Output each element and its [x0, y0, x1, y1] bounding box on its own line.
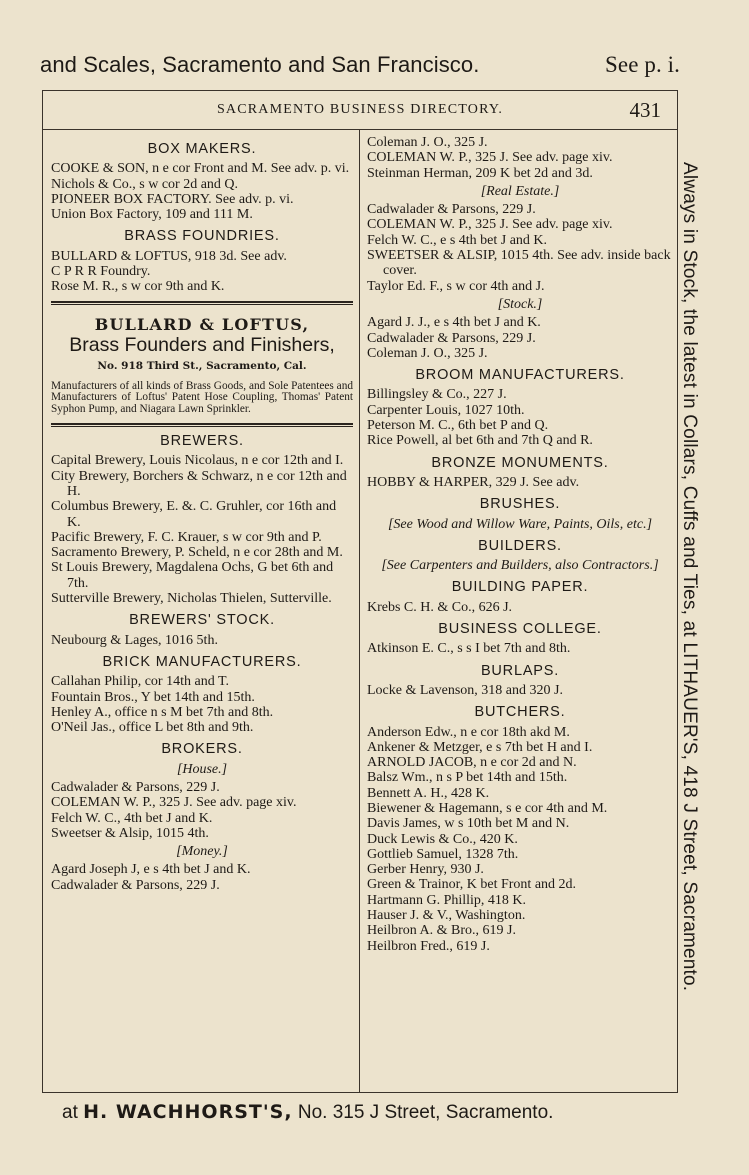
directory-entry: Peterson M. C., 6th bet P and Q.	[367, 418, 549, 434]
right-column	[367, 135, 673, 954]
page-number: 431	[629, 98, 661, 122]
directory-entry: Gerber Henry, 930 J.	[367, 862, 484, 878]
directory-entry: Columbus Brewery, E. &. C. Gruhler, cor 16th and K.	[51, 499, 337, 530]
subsection-label: [House.]	[176, 761, 228, 777]
directory-entry: Felch W. C., e s 4th bet J and K.	[367, 232, 548, 248]
section-heading: BROOM MANUFACTURERS.	[415, 367, 625, 384]
subsection-label: [Real Estate.]	[480, 183, 560, 199]
directory-entry: Rose M. R., s w cor 9th and K.	[51, 279, 225, 295]
directory-entry: Henley A., office n s M bet 7th and 8th.	[51, 704, 274, 720]
section-heading: BUILDERS.	[478, 537, 562, 554]
directory-entry: Neubourg & Lages, 1016 5th.	[51, 632, 218, 648]
bottom-banner-prefix: at	[62, 1102, 78, 1123]
directory-entry: O'Neil Jas., office L bet 8th and 9th.	[51, 720, 254, 736]
running-title: SACRAMENTO BUSINESS DIRECTORY.	[216, 102, 504, 117]
directory-entry: Agard Joseph J, e s 4th bet J and K.	[51, 862, 251, 878]
directory-entry: Sacramento Brewery, P. Scheld, n e cor 28th and M.	[51, 545, 343, 561]
section-heading: BROKERS.	[161, 741, 243, 758]
double-rule	[51, 423, 353, 427]
directory-entry: Cadwalader & Parsons, 229 J.	[51, 877, 220, 893]
double-rule	[51, 301, 353, 305]
directory-entry: Taylor Ed. F., s w cor 4th and J.	[367, 278, 545, 294]
subsection-label: [Money.]	[176, 844, 228, 860]
directory-entry: PIONEER BOX FACTORY. See adv. p. vi.	[51, 191, 294, 207]
side-banner: Always in Stock, the latest in Collars, Cuffs and Ties, at LITHAUER'S, 418 J Street, Sacramento.	[679, 162, 700, 992]
section-heading: BRONZE MONUMENTS.	[431, 454, 609, 471]
directory-entry: Felch W. C., 4th bet J and K.	[51, 810, 213, 826]
directory-entry: COLEMAN W. P., 325 J. See adv. page xiv.	[367, 217, 613, 233]
directory-entry: Krebs C. H. & Co., 626 J.	[367, 599, 513, 615]
directory-page-frame	[42, 90, 678, 1093]
directory-entry: Coleman J. O., 325 J.	[367, 345, 488, 361]
directory-entry: Billingsley & Co., 227 J.	[367, 387, 507, 403]
directory-entry: Hauser J. & V., Washington.	[367, 908, 526, 924]
directory-entry: C P R R Foundry.	[51, 264, 151, 280]
directory-entry: HOBBY & HARPER, 329 J. See adv.	[367, 474, 580, 490]
column-divider	[359, 129, 360, 1092]
directory-entry: COLEMAN W. P., 325 J. See adv. page xiv.	[367, 150, 613, 166]
top-banner-text: and Scales, Sacramento and San Francisco.	[40, 52, 480, 77]
directory-entry: Nichols & Co., s w cor 2d and Q.	[51, 176, 239, 192]
left-column	[51, 135, 353, 893]
directory-entry: Sweetser & Alsip, 1015 4th.	[51, 825, 209, 841]
section-heading: BREWERS' STOCK.	[129, 612, 275, 629]
directory-entry: Sutterville Brewery, Nicholas Thielen, Sutterville.	[51, 591, 332, 607]
directory-entry: Cadwalader & Parsons, 229 J.	[51, 780, 220, 795]
directory-entry: Hartmann G. Phillip, 418 K.	[367, 892, 527, 908]
directory-entry: Locke & Lavenson, 318 and 320 J.	[367, 682, 563, 698]
directory-entry: Green & Trainor, K bet Front and 2d.	[367, 877, 577, 893]
directory-entry: Capital Brewery, Louis Nicolaus, n e cor 12th and I.	[51, 453, 344, 469]
section-heading: BRASS FOUNDRIES.	[124, 228, 280, 245]
ad-address: No. 918 Third St., Sacramento, Cal.	[97, 360, 307, 373]
directory-entry: Heilbron A. & Bro., 619 J.	[367, 923, 516, 939]
directory-entry: SWEETSER & ALSIP, 1015 4th. See adv. inside back cover.	[367, 248, 671, 279]
directory-entry: Steinman Herman, 209 K bet 2d and 3d.	[367, 165, 593, 181]
directory-entry: Davis James, w s 10th bet M and N.	[367, 816, 570, 832]
top-banner	[40, 52, 680, 78]
subsection-label: [See Wood and Willow Ware, Paints, Oils, etc.]	[387, 516, 653, 532]
directory-entry: Balsz Wm., n s P bet 14th and 15th.	[367, 770, 568, 786]
ad-tagline: Brass Founders and Finishers,	[69, 333, 335, 356]
section-heading: BURLAPS.	[480, 662, 560, 679]
directory-entry: Carpenter Louis, 1027 10th.	[367, 402, 525, 418]
section-heading: BUSINESS COLLEGE.	[438, 621, 602, 638]
directory-entry: City Brewery, Borchers & Schwarz, n e cor 12th and H.	[51, 468, 347, 499]
subsection-label: [Stock.]	[497, 296, 543, 312]
ad-company-name: BULLARD & LOFTUS,	[94, 314, 310, 334]
directory-entry: Cadwalader & Parsons, 229 J.	[367, 330, 536, 346]
directory-entry: Pacific Brewery, F. C. Krauer, s w cor 9th and P.	[51, 529, 322, 545]
section-heading: BUILDING PAPER.	[451, 579, 589, 596]
directory-entry: Agard J. J., e s 4th bet J and K.	[367, 315, 541, 331]
section-heading: BRICK MANUFACTURERS.	[102, 653, 302, 670]
directory-entry: Ankener & Metzger, e s 7th bet H and I.	[367, 739, 593, 755]
section-heading: BREWERS.	[160, 433, 244, 450]
directory-entry: Biewener & Hagemann, s e cor 4th and M.	[367, 800, 608, 816]
section-heading: BRUSHES.	[479, 496, 561, 513]
ad-body: Manufacturers of all kinds of Brass Goods, and Sole Patentees and Manufacturers of Loftus' Patent Hose Coupling, Thomas' Patent Syphon Pump, and Niagara Lawn Sprinkler.	[51, 379, 353, 415]
directory-entry: BULLARD & LOFTUS, 918 3d. See adv.	[51, 248, 287, 264]
section-heading: BUTCHERS.	[474, 704, 566, 721]
directory-entry: ARNOLD JACOB, n e cor 2d and N.	[367, 755, 577, 771]
bottom-banner	[62, 1101, 553, 1124]
directory-entry: Anderson Edw., n e cor 18th akd M.	[367, 724, 570, 740]
subsection-label: [See Carpenters and Builders, also Contractors.]	[381, 558, 659, 574]
top-banner-page-ref: See p. i.	[605, 52, 680, 77]
directory-entry: Bennett A. H., 428 K.	[367, 785, 490, 801]
bottom-banner-name: H. WACHHORST'S,	[83, 1101, 293, 1123]
directory-entry: Union Box Factory, 109 and 111 M.	[51, 207, 253, 223]
directory-entry: Rice Powell, al bet 6th and 7th Q and R.	[367, 433, 593, 449]
advertisement	[51, 311, 353, 417]
section-heading: BOX MAKERS.	[147, 141, 257, 157]
directory-entry: Heilbron Fred., 619 J.	[367, 938, 490, 954]
directory-entry: Callahan Philip, cor 14th and T.	[51, 674, 229, 690]
directory-entry: Atkinson E. C., s s I bet 7th and 8th.	[367, 641, 571, 657]
directory-entry: St Louis Brewery, Magdalena Ochs, G bet 6th and 7th.	[51, 560, 334, 591]
bottom-banner-address: No. 315 J Street, Sacramento.	[297, 1102, 554, 1123]
directory-entry: Cadwalader & Parsons, 229 J.	[367, 202, 536, 218]
directory-entry: Coleman J. O., 325 J.	[367, 135, 488, 150]
running-header	[43, 91, 677, 130]
directory-entry: Gottlieb Samuel, 1328 7th.	[367, 846, 519, 862]
directory-entry: COLEMAN W. P., 325 J. See adv. page xiv.	[51, 795, 297, 811]
directory-entry: COOKE & SON, n e cor Front and M. See adv. p. vi.	[51, 161, 350, 177]
directory-entry: Fountain Bros., Y bet 14th and 15th.	[51, 689, 255, 705]
directory-entry: Duck Lewis & Co., 420 K.	[367, 831, 518, 847]
